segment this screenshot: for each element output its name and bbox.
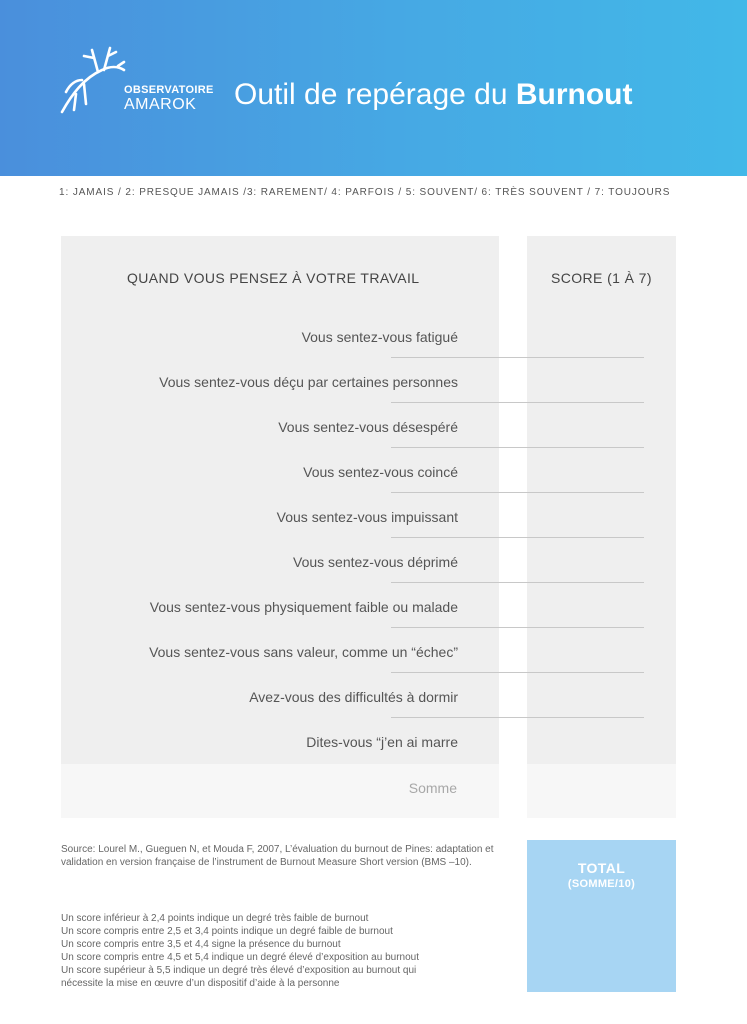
score-input-line[interactable] bbox=[391, 447, 644, 448]
interpretation-line: nécessite la mise en œuvre d’un dispositif d’aide à la personne bbox=[61, 978, 340, 989]
score-interpretation bbox=[61, 912, 511, 990]
score-input-line[interactable] bbox=[391, 627, 644, 628]
title-bold: Burnout bbox=[515, 78, 633, 111]
score-input-line[interactable] bbox=[391, 357, 644, 358]
sum-score-cell[interactable] bbox=[527, 764, 676, 818]
question-row: Vous sentez-vous déprimé bbox=[293, 554, 458, 570]
score-input-line[interactable] bbox=[391, 492, 644, 493]
total-box[interactable] bbox=[527, 840, 676, 992]
question-row: Vous sentez-vous sans valeur, comme un “échec” bbox=[149, 644, 458, 660]
sum-label: Somme bbox=[408, 780, 457, 796]
score-input-line[interactable] bbox=[391, 537, 644, 538]
question-row: Dites-vous “j’en ai marre bbox=[306, 734, 458, 750]
scale-legend: 1: JAMAIS / 2: PRESQUE JAMAIS /3: RAREMENT/ 4: PARFOIS / 5: SOUVENT/ 6: TRÈS SOUVENT / 7: TOUJOURS bbox=[59, 187, 671, 198]
score-input-line[interactable] bbox=[391, 402, 644, 403]
header-banner bbox=[0, 0, 747, 176]
caribou-antler-icon bbox=[58, 44, 128, 118]
source-citation: Source: Lourel M., Gueguen N, et Mouda F, 2007, L’évaluation du burnout de Pines: adaptation et validation en version française de l’instrument de Burnout Measure Short version (BMS –10). bbox=[61, 844, 494, 868]
questions-column-header: QUAND VOUS PENSEZ À VOTRE TRAVAIL bbox=[127, 270, 420, 286]
question-row: Avez-vous des difficultés à dormir bbox=[249, 689, 458, 705]
total-subtitle: (SOMME/10) bbox=[567, 878, 636, 890]
score-input-line[interactable] bbox=[391, 672, 644, 673]
interpretation-line: Un score supérieur à 5,5 indique un degré très élevé d’exposition au burnout qui bbox=[61, 965, 417, 976]
questions-panel bbox=[61, 236, 499, 764]
logo-text-amarok: AMAROK bbox=[124, 96, 197, 113]
score-input-line[interactable] bbox=[391, 582, 644, 583]
observatoire-amarok-logo bbox=[58, 44, 214, 118]
score-column[interactable] bbox=[527, 236, 676, 764]
total-title: TOTAL bbox=[577, 860, 626, 876]
question-row: Vous sentez-vous physiquement faible ou malade bbox=[149, 599, 458, 615]
interpretation-line: Un score inférieur à 2,4 points indique un degré très faible de burnout bbox=[61, 913, 369, 924]
interpretation-line: Un score compris entre 4,5 et 5,4 indique un degré élevé d’exposition au burnout bbox=[61, 952, 420, 963]
page-title bbox=[234, 78, 633, 112]
score-column-header: SCORE (1 À 7) bbox=[551, 270, 652, 286]
question-row: Vous sentez-vous désespéré bbox=[278, 419, 458, 435]
interpretation-line: Un score compris entre 2,5 et 3,4 points indique un degré faible de burnout bbox=[61, 926, 393, 937]
question-row: Vous sentez-vous coincé bbox=[303, 464, 458, 480]
logo-text-observatoire: OBSERVATOIRE bbox=[124, 84, 214, 96]
question-row: Vous sentez-vous impuissant bbox=[276, 509, 458, 525]
question-row: Vous sentez-vous fatigué bbox=[301, 329, 458, 345]
interpretation-line: Un score compris entre 3,5 et 4,4 signe la présence du burnout bbox=[61, 939, 341, 950]
score-input-line[interactable] bbox=[391, 717, 644, 718]
title-prefix: Outil de repérage du bbox=[234, 78, 516, 111]
question-row: Vous sentez-vous déçu par certaines personnes bbox=[159, 374, 458, 390]
